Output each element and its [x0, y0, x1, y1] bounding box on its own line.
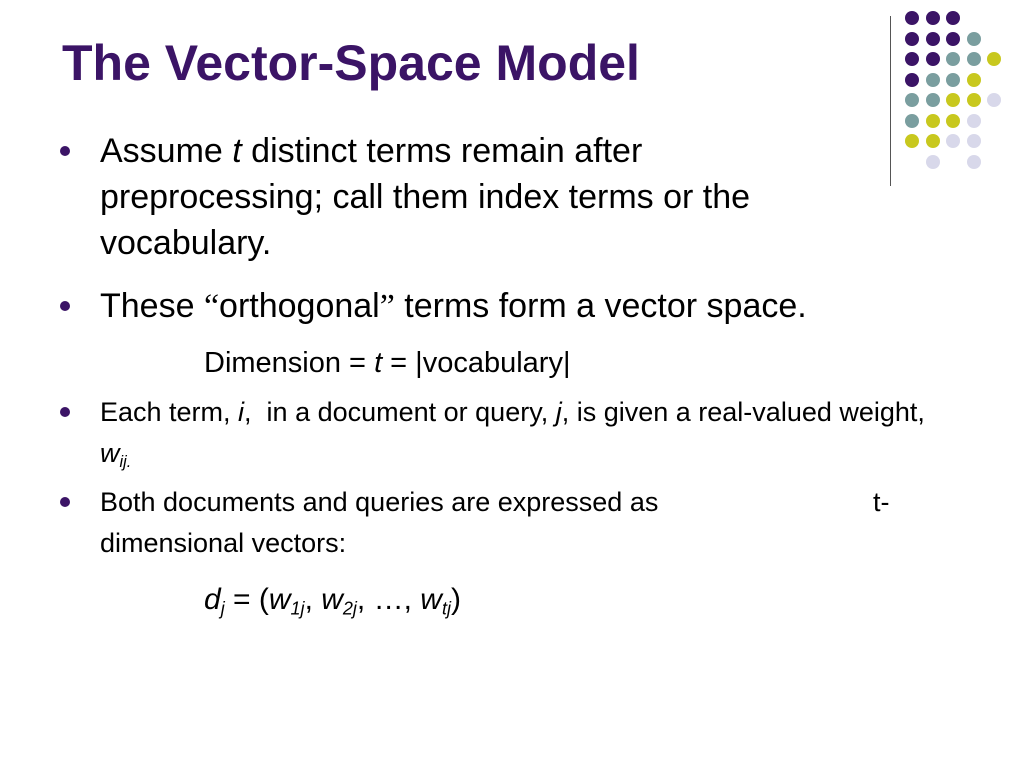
- decorative-dot: [905, 32, 919, 46]
- variable-t: t: [374, 347, 383, 379]
- bullet-text: Both documents and queries are expressed as: [100, 487, 659, 517]
- decorative-dot: [946, 114, 960, 128]
- bullet-term-weight: [100, 392, 934, 483]
- bullet-orthogonal-terms: [100, 283, 964, 330]
- decorative-dot: [926, 73, 940, 87]
- decorative-dot: [905, 73, 919, 87]
- decorative-dot: [967, 52, 981, 66]
- vector-formula: [204, 577, 461, 631]
- subscript-1j: 1j: [290, 598, 305, 619]
- decorative-dot: [946, 11, 960, 25]
- decorative-dot: [967, 73, 981, 87]
- variable-w: w: [321, 583, 343, 616]
- bullet-text: These: [100, 287, 204, 325]
- bullet-icon: [60, 146, 70, 156]
- decorative-dot: [905, 114, 919, 128]
- decorative-dot: [987, 52, 1001, 66]
- divider-line: [890, 16, 891, 186]
- formula-text: , …,: [356, 583, 421, 616]
- decorative-dot-grid: [905, 11, 1015, 171]
- subscript-tj: tj: [441, 598, 451, 619]
- close-quote: ”: [379, 288, 395, 325]
- decorative-dot: [987, 93, 1001, 107]
- variable-t: t: [232, 132, 242, 170]
- variable-w: w: [100, 438, 120, 468]
- bullet-text: Assume: [100, 132, 233, 170]
- decorative-dot: [926, 134, 940, 148]
- bullet-text: orthogonal: [219, 287, 380, 325]
- bullet-text: distinct terms remain after preprocessing; call them index terms or the vocabulary.: [100, 132, 751, 262]
- variable-j: j: [555, 397, 562, 427]
- variable-w: w: [268, 583, 291, 616]
- decorative-dot: [905, 93, 919, 107]
- subscript-2j: 2j: [342, 598, 357, 619]
- decorative-dot: [946, 73, 960, 87]
- subscript-ij: ij.: [119, 452, 132, 471]
- decorative-dot: [926, 114, 940, 128]
- bullet-icon: [60, 301, 70, 311]
- bullet-text: t-: [873, 487, 890, 517]
- bullet-text: dimensional vectors:: [100, 528, 347, 558]
- formula-text: ): [450, 583, 461, 616]
- decorative-dot: [967, 93, 981, 107]
- decorative-dot: [946, 32, 960, 46]
- decorative-dot: [967, 114, 981, 128]
- open-quote: “: [203, 288, 220, 325]
- bullet-icon: [60, 497, 70, 507]
- decorative-dot: [967, 32, 981, 46]
- decorative-dot: [946, 52, 960, 66]
- decorative-dot: [926, 93, 940, 107]
- decorative-dot: [926, 32, 940, 46]
- bullet-text: Each term,: [100, 397, 239, 427]
- decorative-dot: [967, 134, 981, 148]
- bullet-text: , is given a real-valued weight,: [561, 397, 925, 427]
- decorative-dot: [926, 155, 940, 169]
- bullet-icon: [60, 407, 70, 417]
- subscript-j: j: [220, 598, 225, 619]
- formula-text: = (: [224, 583, 269, 616]
- decorative-dot: [946, 134, 960, 148]
- variable-w: w: [420, 583, 442, 616]
- slide-title: The Vector-Space Model: [62, 35, 640, 91]
- variable-d: d: [204, 583, 221, 616]
- variable-i: i: [238, 397, 245, 427]
- formula-text: Dimension =: [204, 347, 375, 379]
- decorative-dot: [926, 11, 940, 25]
- decorative-dot: [905, 52, 919, 66]
- decorative-dot: [946, 93, 960, 107]
- formula-text: = |vocabulary|: [382, 347, 571, 379]
- bullet-documents-queries: [100, 482, 934, 564]
- bullet-assume-terms: [100, 128, 874, 266]
- decorative-dot: [905, 11, 919, 25]
- bullet-text: , in a document or query,: [244, 397, 556, 427]
- decorative-dot: [905, 134, 919, 148]
- decorative-dot: [967, 155, 981, 169]
- dimension-formula: [204, 341, 570, 385]
- formula-text: ,: [304, 583, 322, 616]
- decorative-dot: [926, 52, 940, 66]
- bullet-text: terms form a vector space.: [394, 287, 807, 325]
